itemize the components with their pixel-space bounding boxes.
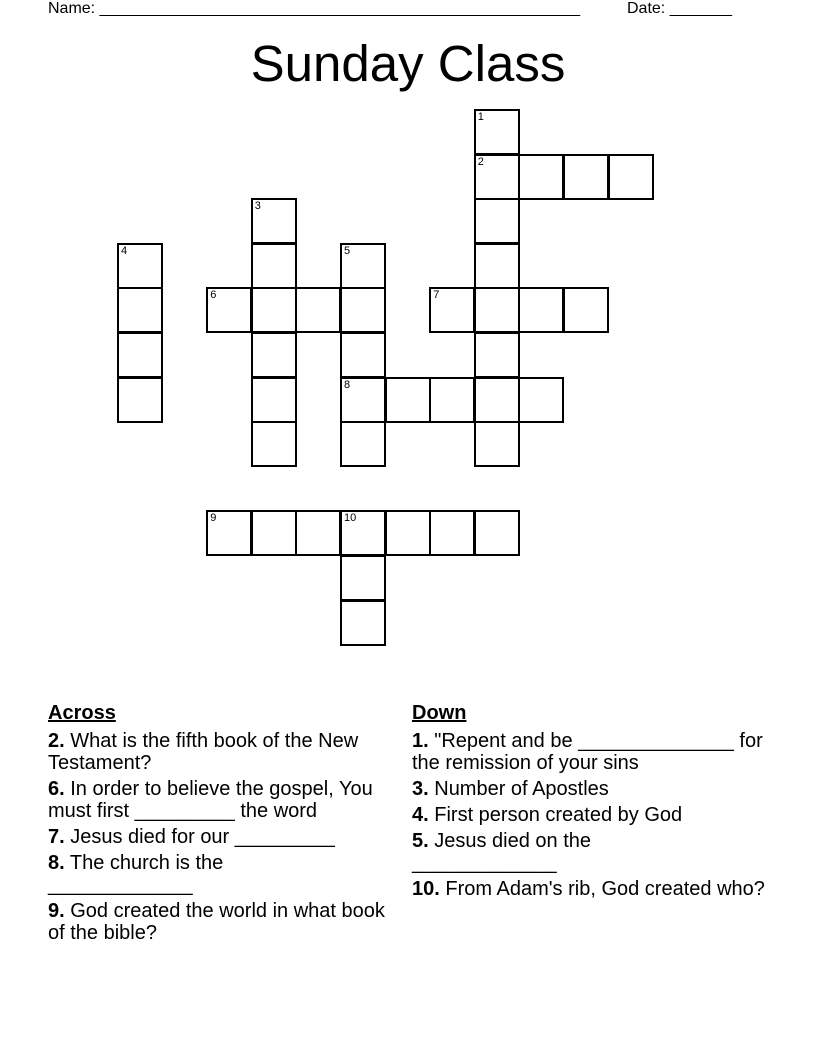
grid-cell[interactable] (117, 243, 163, 289)
grid-cell[interactable] (251, 198, 297, 244)
grid-cell[interactable] (474, 287, 520, 333)
down-clue (412, 830, 712, 874)
grid-cell[interactable] (206, 510, 252, 556)
grid-cell[interactable] (518, 377, 564, 423)
grid-cell[interactable] (474, 377, 520, 423)
clue-number: 7. (48, 826, 65, 848)
grid-cell[interactable] (117, 287, 163, 333)
grid-cell[interactable] (295, 287, 341, 333)
across-clue (48, 730, 400, 774)
cell-number: 9 (210, 512, 217, 525)
cell-number: 4 (121, 244, 128, 257)
clue-text: The church is the _____________ (48, 852, 224, 896)
grid-cell[interactable] (340, 510, 386, 556)
clue-text: In order to believe the gospel, You must first _________ the word (48, 778, 373, 822)
grid-cell[interactable] (117, 377, 163, 423)
cell-number: 8 (344, 378, 351, 391)
cell-number: 1 (477, 111, 484, 123)
cell-number: 3 (254, 200, 261, 213)
grid-cell[interactable] (340, 555, 386, 601)
grid-cell[interactable] (608, 154, 654, 200)
grid-cell[interactable] (340, 421, 386, 467)
clue-text: What is the fifth book of the New Testament? (48, 730, 359, 774)
grid-cell[interactable] (563, 287, 609, 333)
across-heading: Across (48, 702, 116, 724)
cell-number: 10 (344, 512, 357, 525)
across-clues (48, 702, 400, 948)
grid-cell[interactable] (340, 243, 386, 289)
grid-cell[interactable] (251, 243, 297, 289)
grid-cell[interactable] (474, 154, 520, 200)
grid-cell[interactable] (474, 332, 520, 378)
name-field-label: Name: ______________________________________________________ (48, 0, 581, 17)
grid-cell[interactable] (474, 510, 520, 556)
grid-cell[interactable] (429, 287, 475, 333)
clue-text: "Repent and be ______________ for the remission of your sins (412, 730, 763, 774)
across-clue (48, 852, 348, 896)
clue-text: From Adam's rib, God created who? (439, 878, 765, 900)
clue-number: 5. (412, 830, 429, 852)
down-heading: Down (412, 702, 467, 724)
grid-cell[interactable] (117, 332, 163, 378)
cell-number: 6 (210, 289, 217, 302)
down-clue (412, 730, 768, 774)
grid-cell[interactable] (206, 287, 252, 333)
grid-cell[interactable] (340, 332, 386, 378)
down-clues (412, 702, 768, 904)
grid-cell[interactable] (474, 243, 520, 289)
across-clue (48, 778, 400, 822)
grid-cell[interactable] (474, 109, 520, 155)
clue-number: 8. (48, 852, 65, 874)
clue-text: First person created by God (428, 804, 683, 826)
grid-cell[interactable] (251, 287, 297, 333)
grid-cell[interactable] (340, 600, 386, 646)
across-clue (48, 900, 400, 944)
down-clue (412, 878, 768, 900)
grid-cell[interactable] (340, 287, 386, 333)
page-title: Sunday Class (250, 35, 566, 92)
clue-number: 4. (412, 804, 429, 826)
clue-number: 3. (412, 778, 429, 800)
cell-number: 7 (433, 289, 440, 302)
grid-cell[interactable] (295, 510, 341, 556)
grid-cell[interactable] (251, 510, 297, 556)
down-clue (412, 804, 768, 826)
clue-text: God created the world in what book of the bible? (48, 900, 385, 944)
across-clue (48, 826, 400, 848)
grid-cell[interactable] (251, 377, 297, 423)
date-field-label: Date: _______ (627, 0, 732, 17)
grid-cell[interactable] (518, 154, 564, 200)
clue-text: Jesus died on the _____________ (412, 830, 592, 874)
cell-number: 2 (477, 155, 484, 168)
clue-number: 1. (412, 730, 429, 752)
grid-cell[interactable] (563, 154, 609, 200)
grid-cell[interactable] (251, 421, 297, 467)
grid-cell[interactable] (251, 332, 297, 378)
grid-cell[interactable] (340, 377, 386, 423)
clue-number: 6. (48, 778, 65, 800)
grid-cell[interactable] (429, 510, 475, 556)
cell-number: 5 (344, 244, 351, 257)
down-clue (412, 778, 768, 800)
grid-cell[interactable] (385, 510, 431, 556)
clue-number: 2. (48, 730, 65, 752)
clue-number: 10. (412, 878, 440, 900)
grid-cell[interactable] (429, 377, 475, 423)
clue-text: Jesus died for our _________ (64, 826, 335, 848)
grid-cell[interactable] (385, 377, 431, 423)
clue-number: 9. (48, 900, 65, 922)
grid-cell[interactable] (518, 287, 564, 333)
grid-cell[interactable] (474, 421, 520, 467)
clue-text: Number of Apostles (428, 778, 609, 800)
grid-cell[interactable] (474, 198, 520, 244)
